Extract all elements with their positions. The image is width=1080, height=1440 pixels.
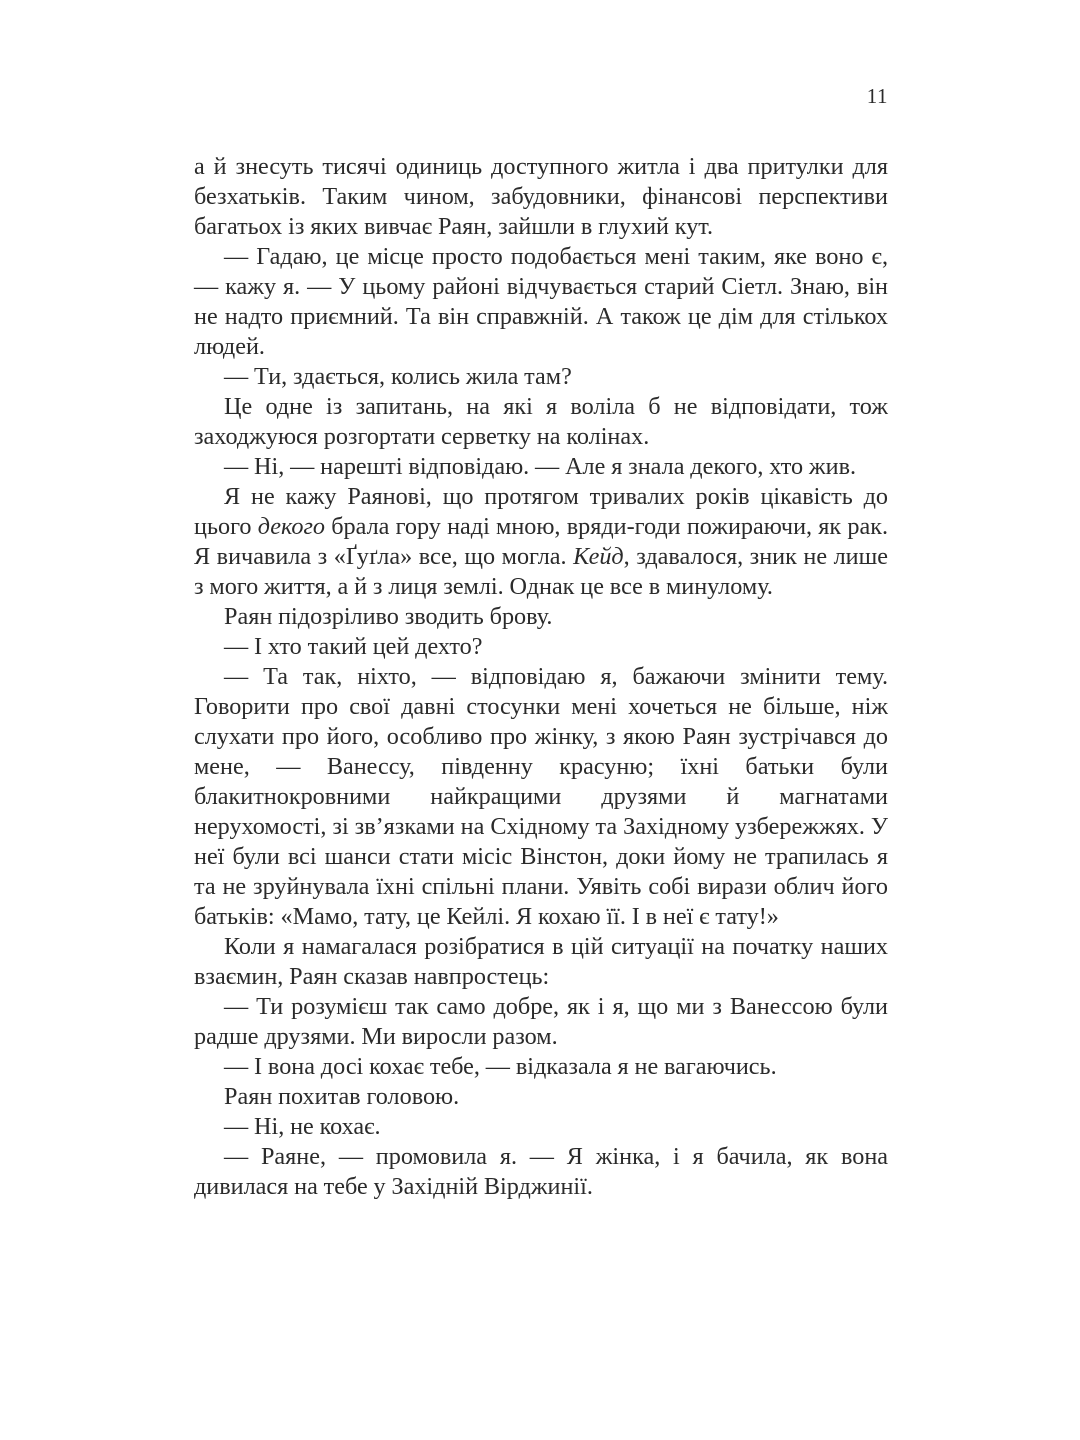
emphasis-text: декого <box>257 513 325 540</box>
paragraph: а й знесуть тисячі одиниць доступного житла і два притулки для безхатьків. Таким чином, забудовники, фінансові перспективи багатьох із яких вивчає Раян, зайшли в глухий кут. <box>194 153 888 240</box>
paragraph: Раян похитав головою. <box>224 1083 460 1110</box>
paragraph: Це одне із запитань, на які я воліла б не відповідати, тож заходжуюся розгортати серветку на колінах. <box>194 393 888 450</box>
paragraph: — І вона досі кохає тебе, — відказала я не вагаючись. <box>224 1053 777 1080</box>
paragraph: — Ні, — нарешті відповідаю. — Але я знала декого, хто жив. <box>224 453 857 480</box>
paragraph: — Ти, здається, колись жила там? <box>224 363 572 390</box>
text-run: брала гору наді мною, вряди-годи пожираючи, як рак. Я вичавила з «Ґуґла» все, що могла. <box>194 513 888 570</box>
paragraph: — Ти розумієш так само добре, як і я, що ми з Ванессою були радше друзями. Ми виросли разом. <box>194 993 888 1050</box>
paragraph: — Та так, ніхто, — відповідаю я, бажаючи змінити тему. Говорити про свої давні стосунки мені хочеться не більше, ніж слухати про його, особливо про жінку, з якою Раян зустрічався до мене, — Ванессу, південну красуню; їхні батьки були блакитнокровними найкращими друзями й магнатами нерухомості, зі зв’язками на Східному та Західному узбережжях. У неї були всі шанси стати місіс Вінстон, доки йому не трапилась я та не зруйнувала їхні спільні плани. Уявіть собі вирази облич його батьків: «Мамо, тату, це Кейлі. Я кохаю її. І в неї є тату!» <box>194 663 888 930</box>
paragraph: — І хто такий цей дехто? <box>224 633 483 660</box>
paragraph: Раян підозріливо зводить брову. <box>224 603 553 630</box>
emphasis-text: Кейд <box>573 543 624 570</box>
paragraph: — Раяне, — промовила я. — Я жінка, і я бачила, як вона дивилася на тебе у Західній Вірджинії. <box>194 1143 888 1200</box>
text-run: Я не кажу Раянові, що протягом тривалих років цікавість до цього <box>194 483 888 540</box>
paragraph: — Гадаю, це місце просто подобається мені таким, яке воно є, — кажу я. — У цьому районі відчувається старий Сіетл. Знаю, він не надто приємний. Та він справжній. А також це дім для стількох людей. <box>194 243 888 360</box>
paragraph: Коли я намагалася розібратися в цій ситуації на початку наших взаємин, Раян сказав навпростець: <box>194 933 888 990</box>
paragraph <box>194 482 888 602</box>
body-text-block <box>194 152 888 1202</box>
text-run: , здавалося, зник не лише з мого життя, а й з лиця землі. Однак це все в минулому. <box>194 543 888 600</box>
page-number: 11 <box>866 84 888 108</box>
paragraph: — Ні, не кохає. <box>224 1113 381 1140</box>
